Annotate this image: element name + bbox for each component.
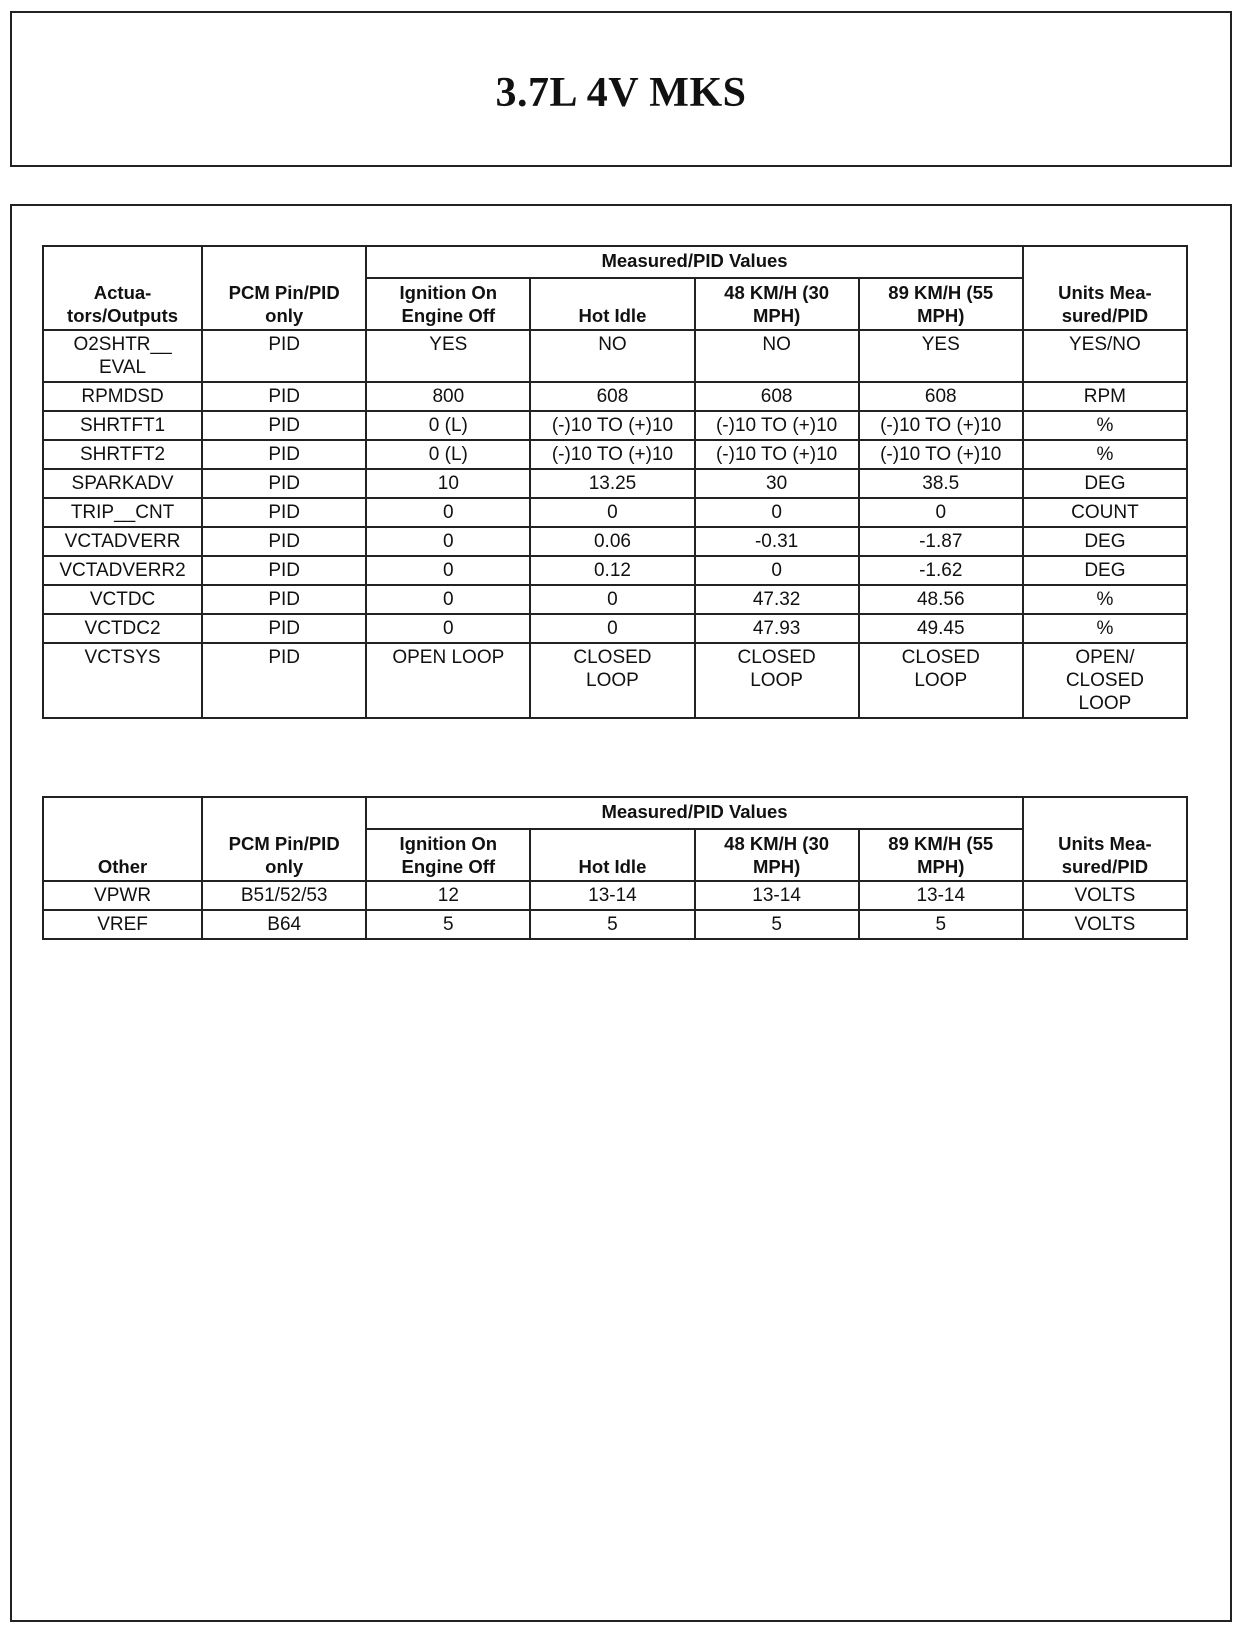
table-cell: PID xyxy=(202,330,366,382)
table-row xyxy=(43,614,1187,643)
table-cell: 0 xyxy=(366,498,530,527)
table-cell: 0 xyxy=(366,614,530,643)
table-row xyxy=(43,910,1187,939)
table-row xyxy=(43,527,1187,556)
table-cell: YES xyxy=(366,330,530,382)
table-cell: (-)10 TO (+)10 xyxy=(530,411,694,440)
table-cell: PID xyxy=(202,382,366,411)
table-cell: % xyxy=(1023,440,1187,469)
table-cell: O2SHTR__ EVAL xyxy=(43,330,202,382)
table-row xyxy=(43,498,1187,527)
table-cell: VCTADVERR xyxy=(43,527,202,556)
table-cell: PID xyxy=(202,643,366,718)
col-header: 48 KM/H (30 MPH) xyxy=(695,278,859,330)
table-cell: 30 xyxy=(695,469,859,498)
table-cell: (-)10 TO (+)10 xyxy=(859,411,1023,440)
title-box xyxy=(10,11,1232,167)
table-cell: 0 xyxy=(530,498,694,527)
table-cell: COUNT xyxy=(1023,498,1187,527)
table-row xyxy=(43,585,1187,614)
table-cell: % xyxy=(1023,411,1187,440)
header-row-group xyxy=(43,797,1187,829)
table-cell: % xyxy=(1023,585,1187,614)
table-cell: -1.87 xyxy=(859,527,1023,556)
table-cell: 13-14 xyxy=(530,881,694,910)
table-cell: 12 xyxy=(366,881,530,910)
table-cell: PID xyxy=(202,411,366,440)
table-cell: 47.93 xyxy=(695,614,859,643)
table-cell: 608 xyxy=(859,382,1023,411)
actuators-outputs-table xyxy=(42,245,1188,719)
table-cell: 49.45 xyxy=(859,614,1023,643)
col-header: PCM Pin/PID only xyxy=(202,246,366,330)
table-cell: 48.56 xyxy=(859,585,1023,614)
table-cell: 0 xyxy=(695,498,859,527)
table-cell: 0 xyxy=(859,498,1023,527)
table-cell: (-)10 TO (+)10 xyxy=(695,440,859,469)
table-cell: PID xyxy=(202,440,366,469)
table-cell: VREF xyxy=(43,910,202,939)
table-cell: 0 xyxy=(366,556,530,585)
table-cell: CLOSED LOOP xyxy=(695,643,859,718)
table-cell: 0 xyxy=(695,556,859,585)
table-cell: 5 xyxy=(530,910,694,939)
table-row xyxy=(43,382,1187,411)
table-cell: 0 (L) xyxy=(366,411,530,440)
table-cell: -0.31 xyxy=(695,527,859,556)
table-row xyxy=(43,440,1187,469)
table-row xyxy=(43,469,1187,498)
table-row xyxy=(43,556,1187,585)
table-cell: RPMDSD xyxy=(43,382,202,411)
table-cell: VCTADVERR2 xyxy=(43,556,202,585)
col-header: Hot Idle xyxy=(530,278,694,330)
table-cell: CLOSED LOOP xyxy=(530,643,694,718)
table-cell: VCTSYS xyxy=(43,643,202,718)
table-cell: 0.06 xyxy=(530,527,694,556)
table-body xyxy=(43,881,1187,939)
table-cell: PID xyxy=(202,614,366,643)
header-row-group xyxy=(43,246,1187,278)
table-cell: PID xyxy=(202,498,366,527)
table-cell: DEG xyxy=(1023,469,1187,498)
table-cell: 0 (L) xyxy=(366,440,530,469)
col-header: Ignition On Engine Off xyxy=(366,278,530,330)
col-header: 89 KM/H (55 MPH) xyxy=(859,829,1023,881)
table-cell: 0 xyxy=(530,614,694,643)
table-cell: TRIP__CNT xyxy=(43,498,202,527)
table-cell: 13-14 xyxy=(695,881,859,910)
table-cell: SHRTFT1 xyxy=(43,411,202,440)
col-header: Other xyxy=(43,797,202,881)
table-cell: DEG xyxy=(1023,527,1187,556)
table-cell: YES/NO xyxy=(1023,330,1187,382)
table-cell: 0 xyxy=(366,585,530,614)
table-cell: SPARKADV xyxy=(43,469,202,498)
table-cell: 5 xyxy=(695,910,859,939)
group-header: Measured/PID Values xyxy=(366,797,1023,829)
table-cell: PID xyxy=(202,469,366,498)
table-cell: 13.25 xyxy=(530,469,694,498)
table-cell: (-)10 TO (+)10 xyxy=(859,440,1023,469)
other-table xyxy=(42,796,1188,940)
table-cell: 38.5 xyxy=(859,469,1023,498)
table-cell: NO xyxy=(695,330,859,382)
table-cell: 5 xyxy=(366,910,530,939)
table-cell: RPM xyxy=(1023,382,1187,411)
table-cell: 608 xyxy=(695,382,859,411)
col-header: Hot Idle xyxy=(530,829,694,881)
col-header: Actua- tors/Outputs xyxy=(43,246,202,330)
table-cell: (-)10 TO (+)10 xyxy=(695,411,859,440)
table-cell: 608 xyxy=(530,382,694,411)
table-cell: 0 xyxy=(530,585,694,614)
col-header: Units Mea- sured/PID xyxy=(1023,246,1187,330)
table-cell: 0 xyxy=(366,527,530,556)
table-cell: B64 xyxy=(202,910,366,939)
table-cell: PID xyxy=(202,527,366,556)
table-cell: 0.12 xyxy=(530,556,694,585)
table-cell: SHRTFT2 xyxy=(43,440,202,469)
group-header: Measured/PID Values xyxy=(366,246,1023,278)
table-body xyxy=(43,330,1187,718)
table-cell: VCTDC xyxy=(43,585,202,614)
table-cell: VOLTS xyxy=(1023,910,1187,939)
table-row xyxy=(43,411,1187,440)
table-cell: PID xyxy=(202,556,366,585)
table-cell: VPWR xyxy=(43,881,202,910)
table-cell: YES xyxy=(859,330,1023,382)
col-header: Units Mea- sured/PID xyxy=(1023,797,1187,881)
table-cell: 10 xyxy=(366,469,530,498)
table-cell: B51/52/53 xyxy=(202,881,366,910)
col-header: PCM Pin/PID only xyxy=(202,797,366,881)
table-cell: NO xyxy=(530,330,694,382)
table-row xyxy=(43,643,1187,718)
table-cell: 47.32 xyxy=(695,585,859,614)
table-cell: -1.62 xyxy=(859,556,1023,585)
table-cell: VCTDC2 xyxy=(43,614,202,643)
table-row xyxy=(43,330,1187,382)
table-cell: OPEN/ CLOSED LOOP xyxy=(1023,643,1187,718)
table-cell: PID xyxy=(202,585,366,614)
col-header: Ignition On Engine Off xyxy=(366,829,530,881)
table-cell: 13-14 xyxy=(859,881,1023,910)
table-cell: 5 xyxy=(859,910,1023,939)
table-cell: OPEN LOOP xyxy=(366,643,530,718)
col-header: 48 KM/H (30 MPH) xyxy=(695,829,859,881)
table-cell: VOLTS xyxy=(1023,881,1187,910)
table-cell: % xyxy=(1023,614,1187,643)
table-cell: CLOSED LOOP xyxy=(859,643,1023,718)
table-cell: (-)10 TO (+)10 xyxy=(530,440,694,469)
table-cell: DEG xyxy=(1023,556,1187,585)
table-cell: 800 xyxy=(366,382,530,411)
col-header: 89 KM/H (55 MPH) xyxy=(859,278,1023,330)
page-title: 3.7L 4V MKS xyxy=(495,70,747,116)
table-row xyxy=(43,881,1187,910)
